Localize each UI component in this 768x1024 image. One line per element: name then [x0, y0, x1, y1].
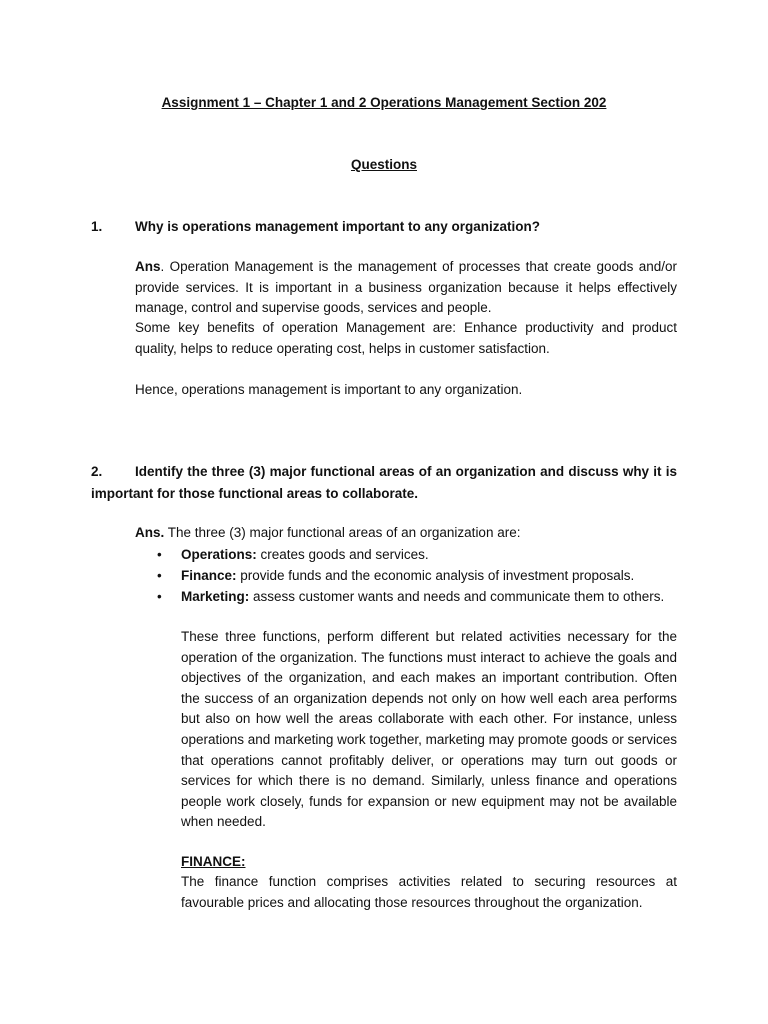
- question-2-text-line1: Identify the three (3) major functional areas of an organization and discuss why it is: [135, 464, 677, 479]
- finance-heading: FINANCE:: [181, 854, 246, 869]
- bullet-icon: •: [157, 547, 162, 562]
- item-label: Finance:: [181, 568, 237, 584]
- question-1-number: 1.: [91, 219, 103, 234]
- answer-text: The three (3) major functional areas of an organization are:: [164, 525, 521, 540]
- answer-text: . Operation Management is the management of processes that create goods and/or provide services. It is important in a business organization because it helps effectively manage, control and supervise goods, services and people.: [135, 259, 677, 316]
- list-item: [157, 544, 681, 565]
- questions-heading: Questions: [350, 157, 417, 172]
- answer-label: Ans.: [135, 525, 165, 540]
- item-label: Marketing:: [181, 589, 250, 605]
- item-label: Operations:: [181, 547, 257, 562]
- question-1-answer: [135, 257, 677, 319]
- item-text: assess customer wants and needs and communicate them to others.: [249, 589, 665, 605]
- list-item: [157, 565, 681, 586]
- question-1-text: Why is operations management important to any organization?: [135, 219, 541, 234]
- answer-label: Ans: [135, 259, 161, 274]
- question-1-conclusion: Hence, operations management is important to any organization.: [135, 382, 523, 397]
- question-1-benefits: Some key benefits of operation Management are: Enhance productivity and product quality, helps to reduce operating cost, helps in customer satisfaction.: [135, 320, 677, 356]
- item-text: creates goods and services.: [256, 547, 429, 562]
- finance-paragraph: The finance function comprises activities related to securing resources at favourable prices and allocating those resources throughout the organization.: [181, 874, 677, 910]
- bullet-icon: •: [157, 568, 162, 584]
- question-2-answer-intro: [135, 523, 677, 544]
- question-2-discussion: These three functions, perform different but related activities necessary for the operation of the organization. The functions must interact to achieve the goals and objectives of the organization, and each makes an important contribution. Often the success of an organization depends not only on how well each area performs but also on how well the areas collaborate with each other. For instance, unless operations and marketing work together, marketing may promote goods or services that operations cannot profitably deliver, or operations may turn out goods or services for which there is no demand. Similarly, unless finance and operations people work closely, funds for expansion or new equipment may not be available when needed.: [181, 629, 677, 830]
- functional-areas-list: [157, 544, 681, 608]
- question-2-number: 2.: [91, 464, 103, 479]
- item-text: provide funds and the economic analysis of investment proposals.: [236, 568, 635, 584]
- document-title: Assignment 1 – Chapter 1 and 2 Operations Management Section 202: [161, 95, 607, 110]
- bullet-icon: •: [157, 589, 162, 605]
- list-item: [157, 586, 681, 607]
- question-2-text-line2: important for those functional areas to collaborate.: [91, 486, 419, 501]
